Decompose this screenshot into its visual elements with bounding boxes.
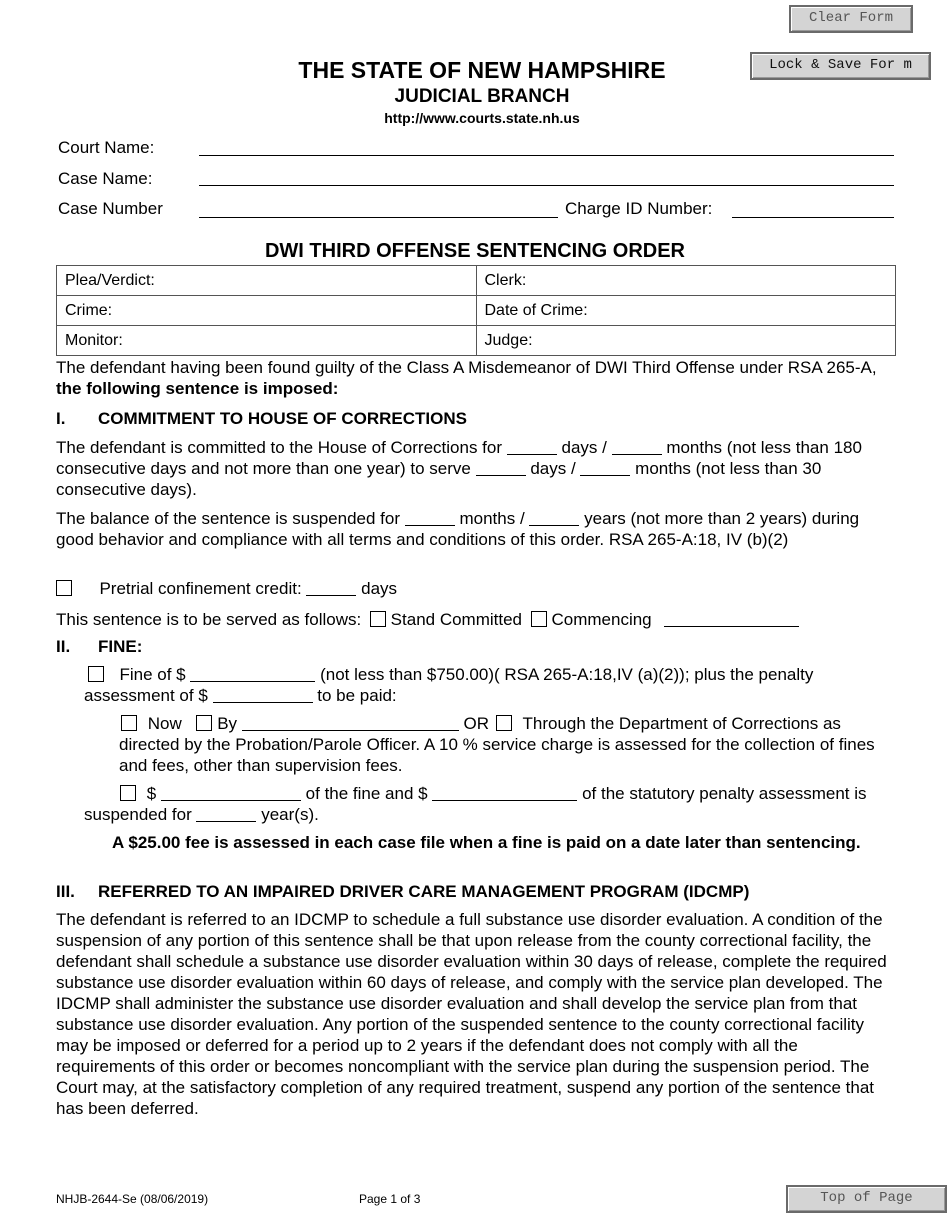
section-1-title: COMMITMENT TO HOUSE OF CORRECTIONS [98, 409, 467, 428]
plea-verdict-cell[interactable]: Plea/Verdict: [57, 266, 477, 296]
charge-id-label: Charge ID Number: [565, 199, 713, 218]
top-of-page-button[interactable]: Top of Page [786, 1185, 947, 1213]
case-name-field[interactable] [199, 185, 894, 186]
suspended-months-field[interactable] [405, 510, 455, 526]
suspended-years-count-field[interactable] [196, 806, 256, 822]
intro-bold: the following sentence is imposed: [56, 379, 339, 398]
fine-checkbox[interactable] [88, 666, 104, 682]
clear-form-button[interactable]: Clear Form [789, 5, 913, 33]
charge-id-field[interactable] [732, 217, 894, 218]
section-3-heading [56, 882, 749, 902]
fine-suspended-text-c: of the statutory penalty assessment is suspended for [84, 784, 867, 824]
serve-months-field[interactable] [580, 460, 630, 476]
idcmp-paragraph: The defendant is referred to an IDCMP to schedule a full substance use disorder evaluation. A condition of the suspension of any portion of this sentence shall be that upon release from the county correctional facility, the defendant shall schedule a substance use disorder evaluation within 30 days of release, complete the required substance use disorder evaluation within 60 days of release, and comply with the service plan developed. The IDCMP shall administer the substance use disorder evaluation and shall develop the service plan from that substance use disorder evaluation. Any portion of the suspended sentence to the county correctional facility may be imposed or deferred for a period up to 2 years if the defendant does not comply with all the requirements of this order or becomes noncompliant with the service plan during the suspension period. The Court may, at the satisfactory completion of any required treatment, suspend any portion of the sentence that has been deferred. [56, 910, 887, 1118]
suspension-text-a: The balance of the sentence is suspended for [56, 509, 401, 528]
fine-text-a: Fine of $ [119, 665, 186, 684]
suspended-years-field[interactable] [529, 510, 579, 526]
court-url: http://www.courts.state.nh.us [384, 110, 580, 126]
fine-suspended-text-b: of the fine and $ [305, 784, 428, 803]
fine-paragraph [84, 664, 884, 706]
commitment-text-d: days / [530, 459, 576, 478]
intro-text: The defendant having been found guilty of the Class A Misdemeanor of DWI Third Offense under RSA 265-A, [56, 358, 877, 377]
pretrial-credit-row [56, 578, 397, 599]
pay-by-label: By [217, 714, 238, 733]
commitment-paragraph [56, 437, 881, 500]
date-of-crime-cell[interactable]: Date of Crime: [476, 296, 896, 326]
payment-options-paragraph [119, 713, 884, 776]
section-3-number: III. [56, 882, 75, 901]
branch-heading: JUDICIAL BRANCH [394, 86, 570, 107]
fine-amount-field[interactable] [190, 666, 315, 682]
served-as-follows-label: This sentence is to be served as follows: [56, 610, 362, 629]
commencing-label: Commencing [551, 610, 652, 629]
suspension-text-b: months / [459, 509, 525, 528]
served-as-follows-row [56, 609, 799, 630]
stand-committed-checkbox[interactable] [370, 611, 386, 627]
stand-committed-label: Stand Committed [390, 610, 523, 629]
case-info-table [56, 265, 896, 356]
pay-by-checkbox[interactable] [196, 715, 212, 731]
commencing-date-field[interactable] [664, 611, 799, 627]
pretrial-days-field[interactable] [306, 580, 356, 596]
crime-cell[interactable]: Crime: [57, 296, 477, 326]
section-1-number: I. [56, 409, 66, 428]
pretrial-credit-label: Pretrial confinement credit: [99, 579, 302, 598]
section-1-heading [56, 409, 467, 429]
commitment-text-b: days / [561, 438, 607, 457]
committed-months-field[interactable] [612, 439, 662, 455]
fine-suspended-checkbox[interactable] [120, 785, 136, 801]
section-3-title: REFERRED TO AN IMPAIRED DRIVER CARE MANAGEMENT PROGRAM (IDCMP) [98, 882, 750, 901]
case-number-label: Case Number [58, 199, 163, 218]
page-number: Page 1 of 3 [359, 1192, 421, 1206]
court-name-label: Court Name: [58, 138, 155, 157]
section-2-heading [56, 637, 142, 657]
intro-paragraph [56, 357, 886, 399]
doc-checkbox[interactable] [496, 715, 512, 731]
or-label: OR [463, 714, 490, 733]
pretrial-days-label: days [361, 579, 398, 598]
penalty-suspended-amount-field[interactable] [432, 785, 577, 801]
fine-text-c: to be paid: [317, 686, 397, 705]
monitor-cell[interactable]: Monitor: [57, 326, 477, 356]
state-heading: THE STATE OF NEW HAMPSHIRE [298, 57, 666, 83]
form-title: DWI THIRD OFFENSE SENTENCING ORDER [264, 240, 685, 262]
section-2-number: II. [56, 637, 71, 656]
suspension-paragraph [56, 508, 881, 550]
fine-suspension-paragraph [84, 783, 884, 825]
pay-now-checkbox[interactable] [121, 715, 137, 731]
committed-days-field[interactable] [507, 439, 557, 455]
pay-by-date-field[interactable] [242, 715, 459, 731]
judge-cell[interactable]: Judge: [476, 326, 896, 356]
suspension-text-c: years (not more than 2 years) during good behavior and compliance with all terms and conditions of this order. RSA 265-A:18, IV (b)(2) [56, 509, 860, 549]
form-id: NHJB-2644-Se (08/06/2019) [56, 1192, 209, 1206]
case-number-field[interactable] [199, 217, 558, 218]
commitment-text-a: The defendant is committed to the House of Corrections for [56, 438, 503, 457]
fine-suspended-text-a: $ [146, 784, 157, 803]
fine-suspended-text-d: year(s). [261, 805, 319, 824]
fine-suspended-amount-field[interactable] [161, 785, 301, 801]
court-name-field[interactable] [199, 155, 894, 156]
doc-payment-text: Through the Department of Corrections as directed by the Probation/Parole Officer. A 10 % service charge is assessed for the collection of fines and fees, other than supervision fees. [119, 714, 875, 775]
commencing-checkbox[interactable] [531, 611, 547, 627]
pay-now-label: Now [147, 714, 182, 733]
commitment-text-e: months (not less than 30 consecutive days). [56, 459, 822, 499]
penalty-assessment-field[interactable] [213, 687, 313, 703]
serve-days-field[interactable] [476, 460, 526, 476]
section-2-title: FINE: [98, 637, 143, 656]
pretrial-credit-checkbox[interactable] [56, 580, 72, 596]
clerk-cell[interactable]: Clerk: [476, 266, 896, 296]
lock-save-form-button[interactable]: Lock & Save For m [750, 52, 931, 80]
late-fee-note: A $25.00 fee is assessed in each case file when a fine is paid on a date later than sentencing. [112, 833, 861, 852]
case-name-label: Case Name: [58, 169, 153, 188]
commitment-text-c: months (not less than 180 consecutive days and not more than one year) to serve [56, 438, 862, 478]
fine-text-b: (not less than $750.00)( RSA 265-A:18,IV (a)(2)); plus the penalty assessment of $ [84, 665, 814, 705]
